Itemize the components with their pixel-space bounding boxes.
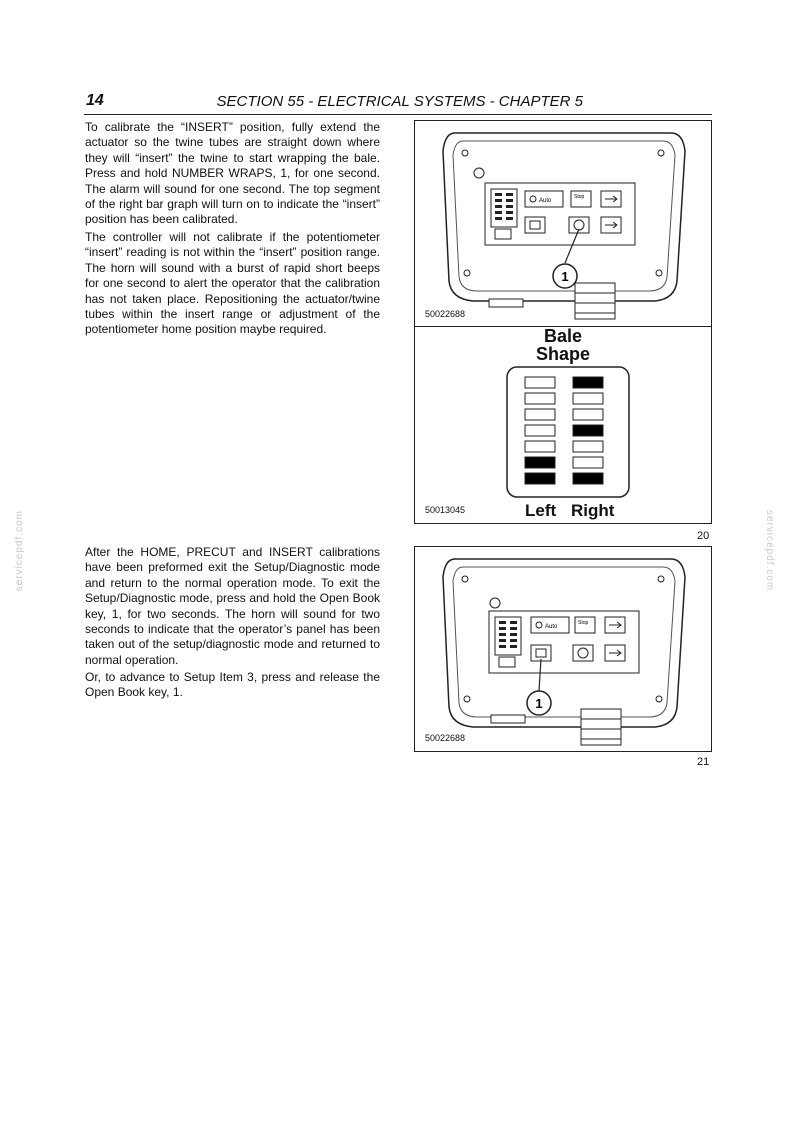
bale-right-segment-6 <box>573 457 603 468</box>
bale-right-segment-4 <box>573 425 603 436</box>
bale-right-segment-5 <box>573 441 603 452</box>
figure-20-top-id: 50022688 <box>425 309 466 319</box>
callout-number: 1 <box>561 269 569 284</box>
controller-panel-illustration-2 <box>415 547 711 751</box>
figure-20-bale-shape-frame <box>414 326 712 524</box>
bale-left-segment-5 <box>525 441 555 452</box>
bale-left-bar-graph <box>525 377 555 484</box>
page-number: 14 <box>86 92 104 109</box>
panel-stop-label: Stop <box>574 194 585 200</box>
figure-21-panel-frame <box>414 546 712 752</box>
callout-number-2: 1 <box>535 696 543 711</box>
bale-right-segment-3 <box>573 409 603 420</box>
figure-20-panel-frame <box>414 120 712 328</box>
bale-left-segment-1 <box>525 377 555 388</box>
header-rule <box>84 114 712 115</box>
paragraph-calibration-failure: The controller will not calibrate if the potentiometer “insert” reading is not within the “insert” position range. The horn will sound with a burst of rapid short beeps for one second to alert the operator that the calibration has not taken place. Repositioning the actuator/twine tubes within the insert range or adjustment of the potentiometer home position maybe required. <box>85 230 380 337</box>
figure-20-number: 20 <box>697 530 710 542</box>
paragraph-advance-setup: Or, to advance to Setup Item 3, press and release the Open Book key, 1. <box>85 670 380 700</box>
bale-shape-line1: Bale <box>543 326 583 346</box>
panel-auto-label: Auto <box>539 198 552 204</box>
bale-left-segment-6 <box>525 457 555 468</box>
watermark-right: servicepdf.com <box>764 510 775 592</box>
bale-shape-title <box>515 327 611 363</box>
figure-21-id: 50022688 <box>425 733 466 743</box>
bale-right-segment-7 <box>573 473 603 484</box>
panel-auto-label-2: Auto <box>545 624 558 630</box>
bale-left-segment-3 <box>525 409 555 420</box>
figure-20-bottom-id: 50013045 <box>425 505 466 515</box>
bale-shape-line2: Shape <box>535 344 591 364</box>
paragraph-exit-setup: After the HOME, PRECUT and INSERT calibrations have been preformed exit the Setup/Diagnostic mode and return to the normal operation mode. To exit the Setup/Diagnostic mode, press and hold the Open Book key, 1, for two seconds. The horn will sound for two seconds to indicate that the operator’s panel has been taken out of the setup/diagnostic mode and returned to normal operation. <box>85 545 380 667</box>
controller-panel-illustration <box>415 121 711 327</box>
watermark-left: servicepdf.com <box>14 510 25 592</box>
bale-right-label: Right <box>571 501 615 520</box>
bale-shape-display <box>505 365 631 501</box>
panel-stop-label-2: Stop <box>578 620 589 626</box>
paragraph-insert-calibration: To calibrate the “INSERT” position, fully extend the actuator so the twine tubes are straight down where they will “insert” the twine to start wrapping the bale. Press and hold NUMBER WRAPS, 1, for one second. The alarm will sound for one second. The top segment of the right bar graph will turn on to indicate the “insert” position has been calibrated. <box>85 120 380 227</box>
bale-left-segment-2 <box>525 393 555 404</box>
figure-21-number: 21 <box>697 756 710 768</box>
bale-right-segment-1 <box>573 377 603 388</box>
bale-right-segment-2 <box>573 393 603 404</box>
bale-right-bar-graph <box>573 377 603 484</box>
bale-left-segment-7 <box>525 473 555 484</box>
bale-left-label: Left <box>525 501 557 520</box>
section-title: SECTION 55 - ELECTRICAL SYSTEMS - CHAPTER 5 <box>216 93 583 110</box>
bale-left-segment-4 <box>525 425 555 436</box>
